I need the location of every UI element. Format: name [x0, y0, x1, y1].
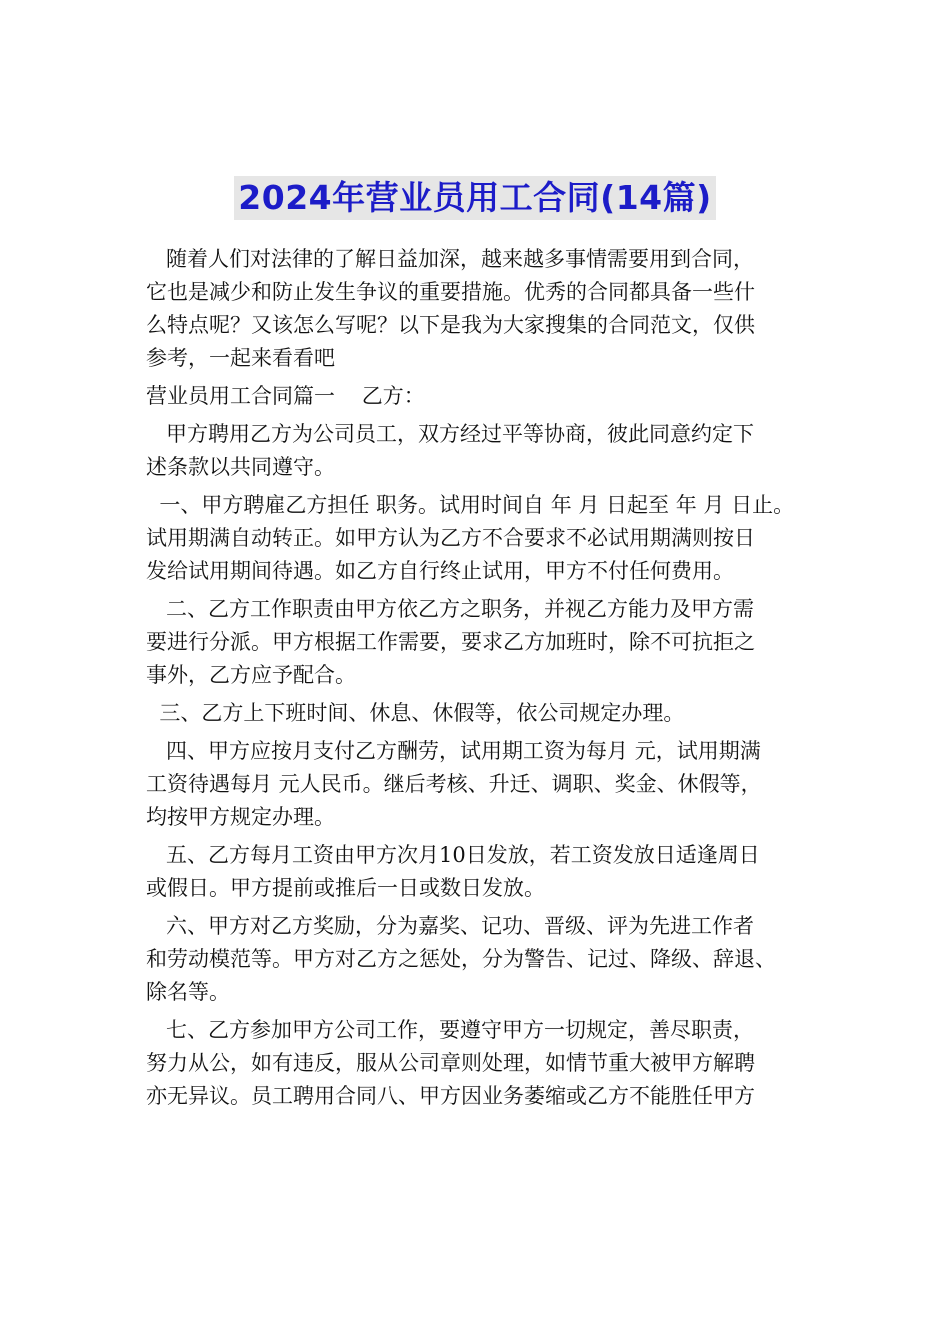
paragraph-line: 除名等。	[146, 980, 230, 1004]
paragraph-line: 工资待遇每月 元人民币。继后考核、升迁、调职、奖金、休假等，	[146, 772, 762, 796]
paragraph-line: 参考，一起来看看吧	[146, 346, 335, 370]
paragraph-line: 甲方聘用乙方为公司员工，双方经过平等协商，彼此同意约定下	[146, 422, 755, 446]
paragraph-line: 和劳动模范等。甲方对乙方之惩处，分为警告、记过、降级、辞退、	[146, 947, 776, 971]
paragraph-line: 三、乙方上下班时间、休息、休假等，依公司规定办理。	[146, 701, 685, 725]
paragraph-line: 它也是减少和防止发生争议的重要措施。优秀的合同都具备一些什	[146, 280, 755, 304]
paragraph-line: 事外，乙方应予配合。	[146, 663, 356, 687]
paragraph	[146, 735, 826, 834]
paragraph	[146, 910, 826, 1009]
paragraph-line: 随着人们对法律的了解日益加深，越来越多事情需要用到合同，	[146, 247, 755, 271]
paragraph	[146, 697, 826, 730]
paragraph	[146, 489, 826, 588]
paragraph	[146, 839, 826, 905]
paragraph-line: 一、甲方聘雇乙方担任 职务。试用时间自 年 月 日起至 年 月 日止。	[146, 493, 795, 517]
paragraph-line: 亦无异议。员工聘用合同八、甲方因业务萎缩或乙方不能胜任甲方	[146, 1084, 755, 1108]
paragraph-line: 均按甲方规定办理。	[146, 805, 335, 829]
paragraph-line: 四、甲方应按月支付乙方酬劳，试用期工资为每月 元，试用期满	[146, 739, 761, 763]
paragraph-line: 五、乙方每月工资由甲方次月10日发放，若工资发放日适逢周日	[146, 843, 760, 867]
paragraph-line: 要进行分派。甲方根据工作需要，要求乙方加班时，除不可抗拒之	[146, 630, 755, 654]
paragraph-line: 试用期满自动转正。如甲方认为乙方不合要求不必试用期满则按日	[146, 526, 755, 550]
paragraph-line: 六、甲方对乙方奖励，分为嘉奖、记功、晋级、评为先进工作者	[146, 914, 755, 938]
document-body	[146, 243, 826, 1118]
paragraph-line: 述条款以共同遵守。	[146, 455, 335, 479]
paragraph-line: 营业员用工合同篇一 乙方：	[146, 384, 425, 408]
paragraph-line: 发给试用期间待遇。如乙方自行终止试用，甲方不付任何费用。	[146, 559, 734, 583]
document-title: 2024年营业员用工合同(14篇)	[234, 176, 715, 220]
paragraph-line: 或假日。甲方提前或推后一日或数日发放。	[146, 876, 545, 900]
title-wrapper	[0, 176, 950, 220]
paragraph-line: 么特点呢？又该怎么写呢？以下是我为大家搜集的合同范文，仅供	[146, 313, 755, 337]
paragraph-line: 二、乙方工作职责由甲方依乙方之职务，并视乙方能力及甲方需	[146, 597, 755, 621]
paragraph	[146, 1014, 826, 1113]
paragraph	[146, 380, 826, 413]
paragraph-line: 七、乙方参加甲方公司工作，要遵守甲方一切规定，善尽职责，	[146, 1018, 755, 1042]
paragraph	[146, 418, 826, 484]
paragraph	[146, 243, 826, 375]
paragraph-line: 努力从公，如有违反，服从公司章则处理，如情节重大被甲方解聘	[146, 1051, 755, 1075]
paragraph	[146, 593, 826, 692]
